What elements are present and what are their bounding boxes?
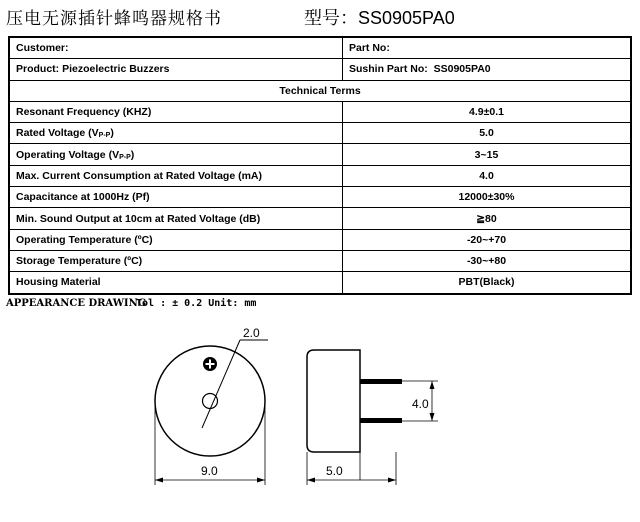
pin-bottom: [360, 418, 402, 423]
customer-cell: Customer:: [9, 37, 343, 59]
tolerance-note: Tol : ± 0.2 Unit: mm: [136, 298, 257, 309]
appearance-drawing: [0, 310, 640, 522]
row-label: Housing Material: [9, 272, 343, 294]
row-label: Storage Temperature (ºC): [9, 250, 343, 271]
row-label: Min. Sound Output at 10cm at Rated Voltage (dB): [9, 208, 343, 229]
row-value: PBT(Black): [343, 272, 632, 294]
label-subscript: P-P: [119, 153, 131, 161]
label-suffix: ): [130, 148, 135, 161]
table-row: [9, 187, 631, 208]
dim-diameter: 9.0: [201, 464, 218, 478]
arrow-down-icon: [430, 413, 435, 421]
arrow-right-icon: [257, 478, 265, 483]
row-label: Max. Current Consumption at Rated Voltage (mA): [9, 165, 343, 186]
pin-top: [360, 379, 402, 384]
row-label: Capacitance at 1000Hz (Pf): [9, 187, 343, 208]
label-text: Rated Voltage (V: [16, 127, 99, 140]
sushin-part-label: Sushin Part No:: [349, 63, 428, 76]
row-label: Resonant Frequency (KHZ): [9, 101, 343, 122]
section-title: Technical Terms: [9, 80, 631, 101]
row-value: -30~+80: [343, 250, 632, 271]
row-value: 4.0: [343, 165, 632, 186]
model-number: SS0905PA0: [358, 8, 455, 28]
label-suffix: ): [110, 127, 114, 140]
label-text: Operating Voltage (V: [16, 148, 120, 161]
sushin-part-value: SS0905PA0: [433, 63, 491, 76]
row-label: Operating Temperature (ºC): [9, 229, 343, 250]
row-value: 12000±30%: [343, 187, 632, 208]
part-no-cell: Part No:: [343, 37, 632, 59]
product-cell: Product: Piezoelectric Buzzers: [9, 59, 343, 80]
arrow-left-icon: [155, 478, 163, 483]
table-row: [9, 144, 631, 165]
table-row: [9, 59, 631, 80]
table-row: [9, 165, 631, 186]
row-value: ≧80: [343, 208, 632, 229]
label-subscript: P-P: [98, 132, 111, 140]
table-row: [9, 80, 631, 101]
dim-pin-spacing: 2.0: [243, 326, 260, 340]
dim-height: 5.0: [326, 464, 343, 478]
leader-line: [202, 340, 240, 428]
model-label: 型号：: [304, 8, 358, 28]
table-row: [9, 229, 631, 250]
row-value: 3~15: [343, 144, 632, 165]
appearance-drawing-caption: APPEARANCE DRAWING: [6, 298, 147, 309]
dim-pin-length: 4.0: [412, 397, 429, 411]
sushin-part-cell: [343, 59, 632, 80]
front-view: [155, 326, 268, 485]
table-row: [9, 272, 631, 294]
spec-table: [8, 36, 632, 295]
table-row: [9, 37, 631, 59]
table-row: [9, 208, 631, 229]
side-view: [307, 350, 438, 485]
table-row: [9, 250, 631, 271]
row-label: [9, 123, 343, 144]
table-row: [9, 123, 631, 144]
row-value: -20~+70: [343, 229, 632, 250]
table-row: [9, 101, 631, 122]
sound-hole: [203, 394, 218, 409]
arrow-right-icon: [388, 478, 396, 483]
arrow-left-icon: [307, 478, 315, 483]
arrow-up-icon: [430, 381, 435, 389]
row-label: [9, 144, 343, 165]
row-value: 5.0: [343, 123, 632, 144]
plus-bar-v: [209, 360, 211, 369]
buzzer-side-body: [307, 350, 360, 452]
model-heading: [304, 4, 455, 30]
row-value: 4.9±0.1: [343, 101, 632, 122]
spec-title-chinese: 压电无源插针蜂鸣器规格书: [6, 9, 222, 29]
